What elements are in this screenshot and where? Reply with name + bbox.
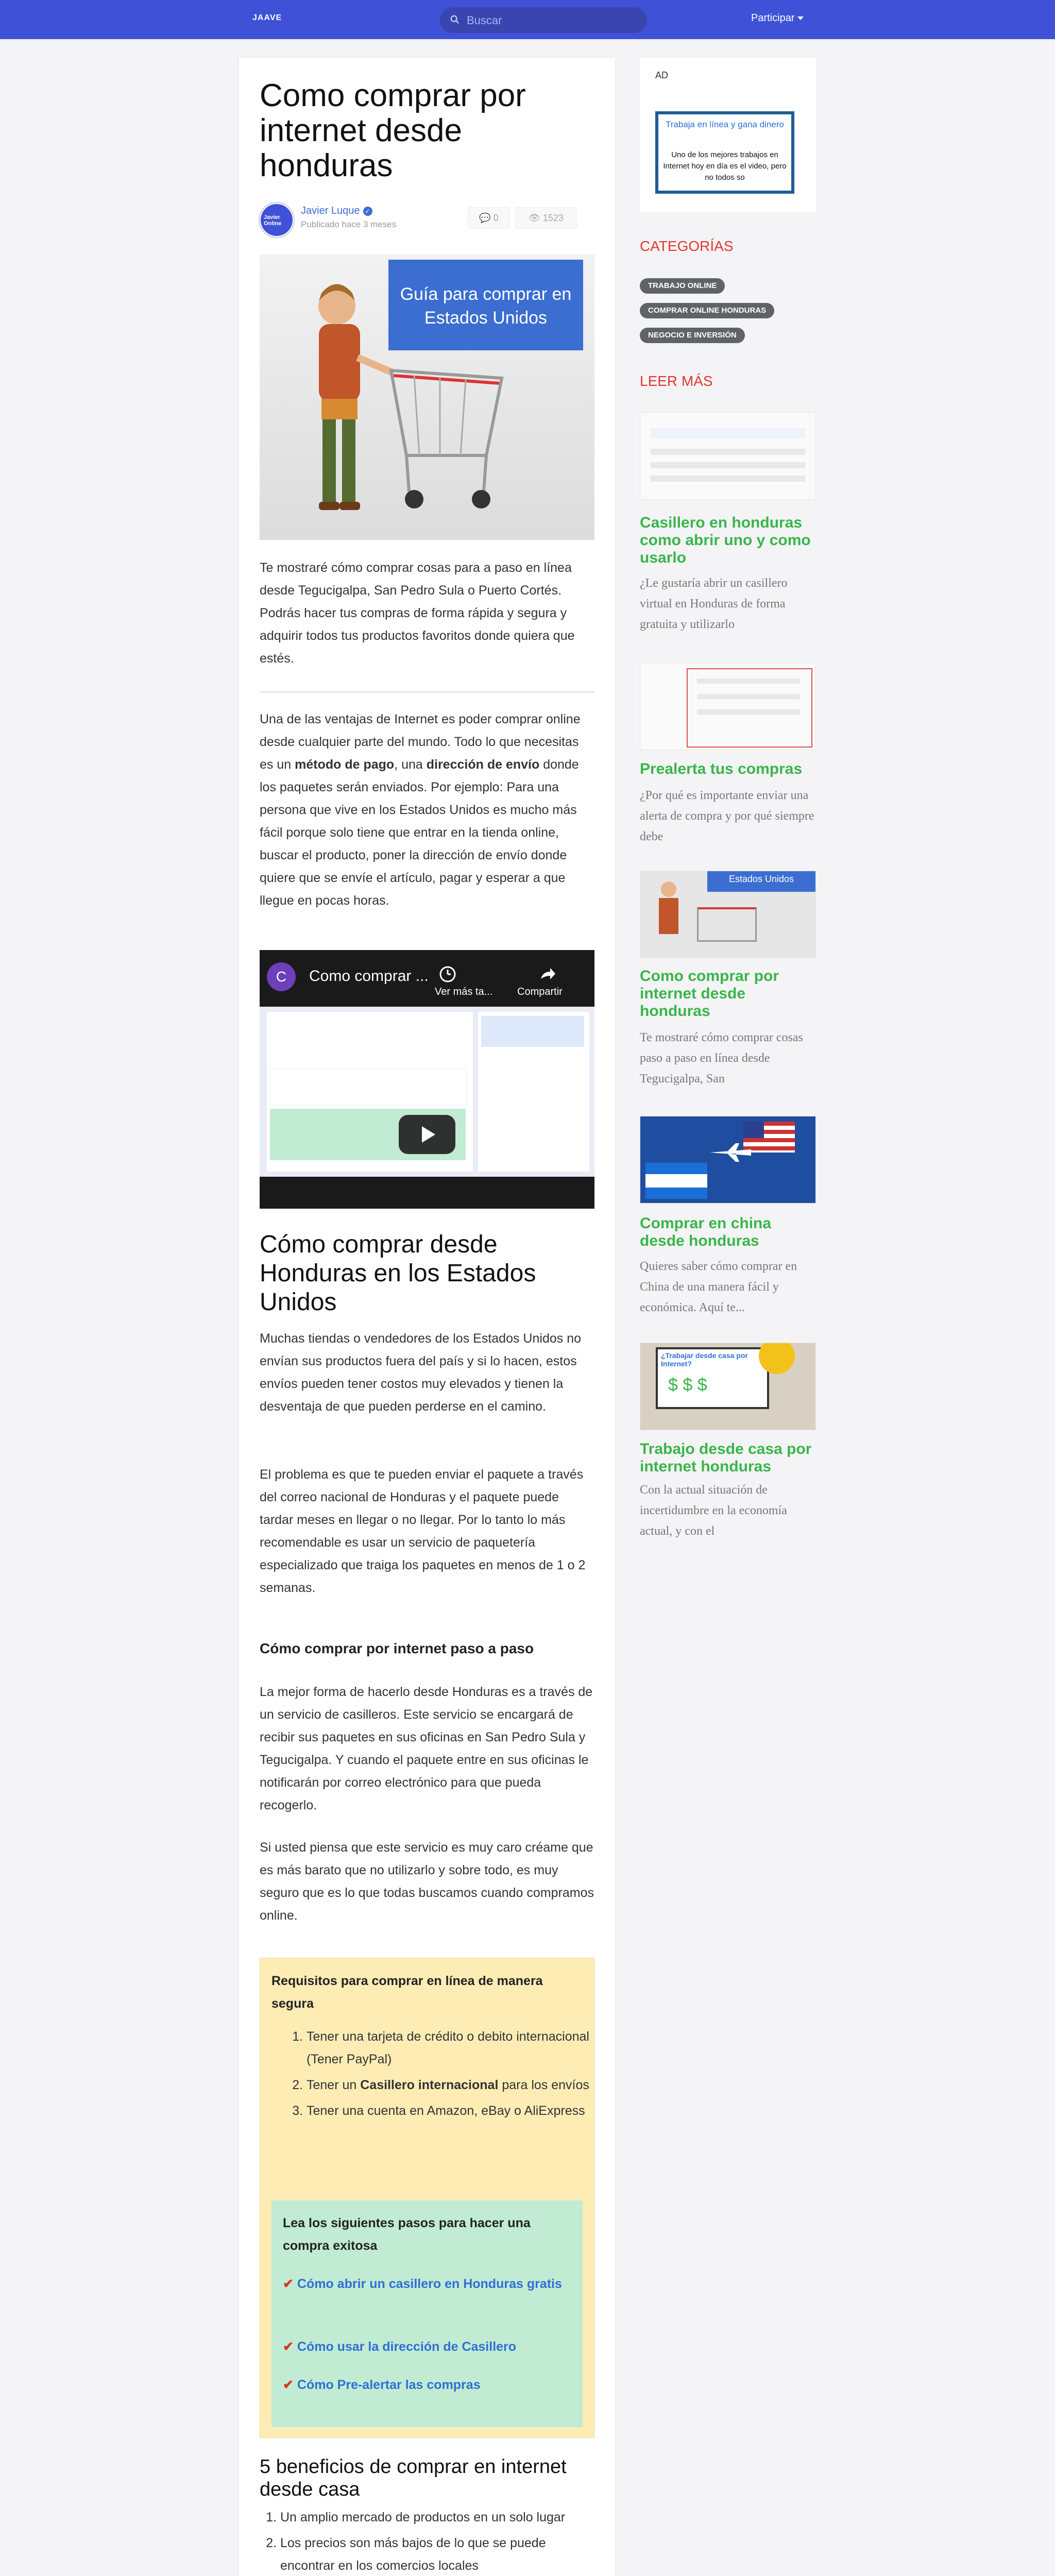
search-input[interactable]: Buscar — [467, 14, 502, 27]
post-excerpt-casillero: ¿Le gustaría abrir un casillero virtual en Honduras de forma gratuita y utilizarlo — [640, 577, 788, 631]
video-embed[interactable] — [260, 950, 594, 1209]
post-excerpt-prealerta: ¿Por qué es importante enviar una alerta de compra y por qué siempre debe — [640, 789, 814, 843]
clock-icon[interactable] — [435, 961, 461, 987]
article-card — [239, 58, 615, 2576]
requirements-box — [260, 1958, 594, 2438]
post-thumbnail-comprar-internet[interactable] — [640, 871, 816, 958]
avatar-label: Javier Online — [264, 214, 282, 227]
views-value: 1523 — [542, 213, 564, 223]
requirements-list — [286, 2025, 595, 2125]
post-thumbnail-prealerta[interactable] — [640, 663, 816, 750]
thumb-form-row — [697, 679, 800, 684]
comments-count[interactable] — [468, 207, 510, 229]
author-name: Javier Luque — [301, 205, 360, 216]
play-button[interactable] — [399, 1115, 455, 1154]
requirement-item: 1. Tener una tarjeta de crédito o debito internacional (Tener PayPal) — [307, 2025, 595, 2071]
video-thumbnail — [260, 1007, 594, 1177]
benefits-list — [260, 2506, 594, 2576]
tag-trabajo-online[interactable]: TRABAJO ONLINE — [640, 278, 725, 294]
paragraph-tiendas: Muchas tiendas o vendedores de los Estados Unidos no envían sus productos fuera del país y si lo hacen, estos envíos pueden tener costos muy elevados y tienen la desventaja de que pueden perderse en el camino. — [260, 1331, 581, 1414]
views-count — [515, 207, 577, 229]
search-icon — [450, 15, 460, 24]
post-title-china[interactable]: Comprar en china desde honduras — [640, 1215, 772, 1249]
participar-label: Participar — [751, 12, 795, 24]
requirement-item — [307, 2074, 595, 2096]
step-link-abrir-casillero[interactable] — [283, 2273, 571, 2295]
thumb-form-row — [651, 476, 805, 482]
video-share-label: Compartir — [517, 986, 563, 997]
eye-icon: 👁 — [529, 213, 540, 223]
thumb-form-row — [651, 428, 805, 438]
thumb-cart — [697, 907, 757, 942]
thumb-form-row — [651, 449, 805, 455]
step-link-usar-direccion[interactable] — [283, 2335, 571, 2358]
steps-box — [271, 2200, 583, 2427]
benefit-item: 2. Los precios son más bajos de lo que se puede encontrar en los comercios locales — [280, 2532, 594, 2576]
paragraph-problema: El problema es que te pueden enviar el paquete a través del correo nacional de Honduras y el paquete puede tardar meses en llegar o no llegar. Por lo tanto lo más recomendable es usar un servicio de paquetería especializado que traiga los paquetes en menos de 1 o 2 semanas. — [260, 1467, 586, 1595]
check-icon: ✔ — [283, 2378, 294, 2392]
dollar-icon: $ $ $ — [668, 1375, 707, 1395]
requirements-title: Requisitos para comprar en línea de manera segura — [271, 1974, 543, 2011]
paragraph-casilleros: La mejor forma de hacerlo desde Honduras es a través de un servicio de casilleros. Este servicio se encargará de recibir sus paquetes en sus oficinas en San Pedro Sula y Tegucigalpa. Y cuando el paquete entre en sus oficinas le notificarán por correo electrónico para que pueda recogerlo. — [260, 1685, 593, 1812]
airplane-icon — [707, 1142, 754, 1163]
post-thumbnail-trabajo-casa[interactable] — [640, 1343, 816, 1430]
thumb-figure-body — [659, 898, 678, 934]
post-thumbnail-casillero[interactable] — [640, 412, 816, 500]
verified-icon: ✓ — [363, 207, 372, 216]
thumb-flag-band-top — [645, 1163, 707, 1174]
post-excerpt-trabajo-casa: Con la actual situación de incertidumbre en la economía actual, y con el — [640, 1483, 787, 1538]
read-more-title: LEER MÁS — [640, 373, 713, 389]
thumb-caption: ¿Trabajar desde casa por Internet? — [661, 1351, 748, 1368]
thumb-figure-head — [661, 882, 676, 897]
divider — [260, 691, 594, 692]
thumb-form-row — [651, 462, 805, 468]
search-box[interactable] — [440, 7, 647, 33]
top-navbar — [0, 0, 1055, 39]
post-excerpt-comprar-internet: Te mostraré cómo comprar cosas paso a paso en línea desde Tegucigalpa, San — [640, 1031, 803, 1086]
post-title-trabajo-casa[interactable]: Trabajo desde casa por internet honduras — [640, 1440, 812, 1475]
thumb-flag-band-bottom — [645, 1188, 707, 1199]
check-icon: ✔ — [283, 2340, 294, 2354]
hero-image — [260, 255, 594, 540]
heading-comprar-desde-honduras: Cómo comprar desde Honduras en los Estados Unidos — [260, 1231, 536, 1316]
comments-value: 0 — [493, 213, 499, 223]
heading-beneficios: 5 beneficios de comprar en internet desde casa — [260, 2456, 567, 2500]
shopping-cart-illustration — [291, 270, 522, 533]
video-title[interactable]: Como comprar ... — [309, 968, 429, 985]
thumb-laptop — [656, 1347, 769, 1409]
step-2-label: Cómo usar la dirección de Casillero — [297, 2340, 517, 2354]
req2-text-a: Tener un — [307, 2078, 361, 2092]
thumb-flag-honduras — [645, 1163, 707, 1199]
thumb-form-row — [697, 694, 800, 699]
categories-title: CATEGORÍAS — [640, 238, 734, 254]
thumb-form-row — [697, 709, 800, 715]
step-link-pre-alertar[interactable] — [283, 2374, 571, 2396]
post-thumbnail-china[interactable] — [640, 1116, 816, 1204]
page-title: Como comprar por internet desde honduras — [260, 78, 526, 183]
tag-comprar-online-honduras[interactable]: COMPRAR ONLINE HONDURAS — [640, 303, 774, 318]
coin-icon — [759, 1343, 795, 1374]
ad-text: Uno de los mejores trabajos en Internet hoy en día es el video, pero no todos so — [663, 150, 787, 182]
benefit-item: 1. Un amplio mercado de productos en un solo lugar — [280, 2506, 594, 2529]
thumb-block — [270, 1069, 467, 1106]
thumbnail-sidebar — [478, 1012, 589, 1172]
share-icon[interactable] — [534, 961, 559, 987]
avatar[interactable] — [260, 203, 294, 237]
hero-banner: Guía para comprar en Estados Unidos — [388, 260, 583, 350]
author-link[interactable] — [301, 205, 372, 217]
thumb-flag-canton — [743, 1122, 764, 1138]
p2-metodo-pago: método de pago — [295, 757, 395, 772]
p2-text-a: Una de las ventajas de Internet es poder comprar online desde cualquier parte del mundo. Todo lo que necesitas es un — [260, 712, 581, 772]
ad-title: Trabaja en línea y gana dinero — [666, 120, 784, 129]
intro-paragraph: Te mostraré cómo comprar cosas para a paso en línea desde Tegucigalpa, San Pedro Sula o Puerto Cortés. Podrás hacer tus compras de forma rápida y segura y adquirir todos tus productos favoritos donde quiera que estés. — [260, 561, 575, 666]
step-3-label: Cómo Pre-alertar las compras — [297, 2378, 481, 2392]
steps-title: Lea los siguientes pasos para hacer una compra exitosa — [283, 2216, 531, 2253]
req2-text-c: para los envíos — [498, 2078, 589, 2092]
heading-paso-a-paso: Cómo comprar por internet paso a paso — [260, 1640, 534, 1656]
p2-direccion-envio: dirección de envío — [426, 757, 540, 772]
post-title-casillero[interactable]: Casillero en honduras como abrir uno y como usarlo — [640, 514, 811, 566]
comment-icon: 💬 — [479, 213, 491, 223]
chevron-down-icon — [797, 16, 804, 20]
site-logo[interactable]: JAAVE — [252, 13, 282, 22]
req2-casillero: Casillero internacional — [360, 2078, 499, 2092]
step-1-label: Cómo abrir un casillero en Honduras gratis — [297, 2277, 562, 2291]
thumb-banner: Estados Unidos — [707, 871, 815, 892]
paragraph-ventajas — [260, 708, 594, 912]
ad-banner[interactable] — [655, 111, 794, 194]
paragraph-servicio-caro: Si usted piensa que este servicio es muy caro créame que es más barato que no utilizarlo y sobre todo, es muy seguro que es lo que todas buscamos cuando compramos online. — [260, 1840, 594, 1923]
tag-negocio-inversion[interactable]: NEGOCIO E INVERSIÓN — [640, 328, 745, 343]
p2-text-e: donde los paquetes serán enviados. Por ejemplo: Para una persona que vive en los Estados Unidos es mucho más fácil porque solo tiene que entrar en la tienda online, buscar el producto, poner la dirección de envío donde quiere que se envíe el artículo, pagar y esperar a que llegue en pocas horas. — [260, 757, 579, 908]
check-icon: ✔ — [283, 2277, 294, 2291]
video-more-label: Ver más ta... — [435, 986, 493, 997]
thumb-highlight — [481, 1016, 584, 1047]
p2-text-c: , una — [394, 757, 427, 772]
ad-card — [640, 58, 816, 212]
post-title-comprar-internet[interactable]: Como comprar por internet desde honduras — [640, 968, 779, 1020]
post-excerpt-china: Quieres saber cómo comprar en China de una manera fácil y económica. Aquí te... — [640, 1260, 797, 1314]
channel-avatar[interactable]: C — [267, 962, 296, 991]
ad-label: AD — [655, 70, 669, 80]
participar-dropdown[interactable] — [751, 12, 804, 24]
post-title-prealerta[interactable]: Prealerta tus compras — [640, 760, 803, 777]
requirement-item: 3. Tener una cuenta en Amazon, eBay o AliExpress — [307, 2099, 595, 2122]
published-date: Publicado hace 3 meses — [301, 219, 397, 229]
